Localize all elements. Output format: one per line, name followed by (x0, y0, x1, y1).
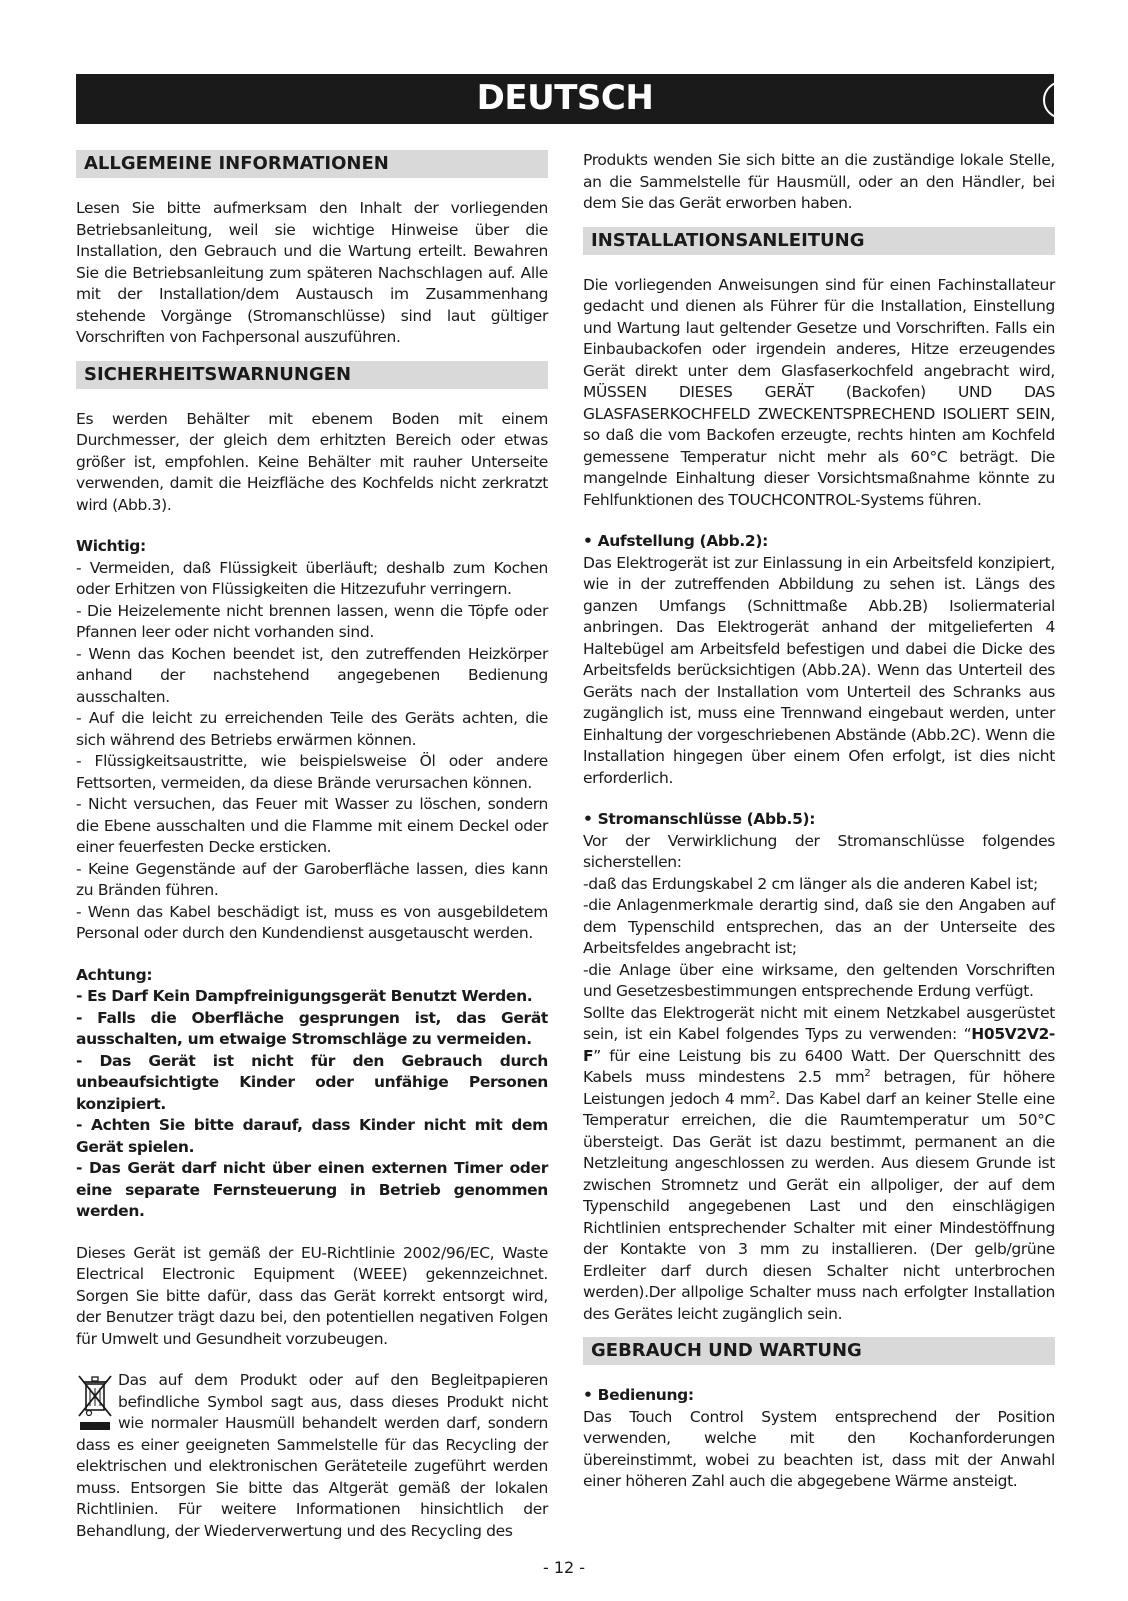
attention-item: - Das Gerät ist nicht für den Gebrauch durch unbeaufsichtigte Kinder oder unfähige Personen konzipiert. (76, 1051, 548, 1113)
weee-symbol-text: Das auf dem Produkt oder auf den Begleitpapieren befindliche Symbol sagt aus, dass dieses Produkt nicht wie normaler Hausmüll behandelt werden darf, sondern dass es einer geeigneten Sammelstelle für das Recycling der elektrischen und elektronischen Geräteteile zugeführt werden muss. Entsorgen Sie bitte das Altgerät gemäß der lokalen Richtlinien. Für weitere Informationen hinsichtlich der Behandlung, der Wiederverwertung und des Recycling des (76, 1371, 548, 1540)
superscript: 2 (864, 1067, 871, 1079)
power-list (583, 874, 1055, 1003)
language-badge: D (1043, 81, 1119, 119)
language-banner (76, 74, 1091, 124)
attention-item: - Falls die Oberfläche gesprungen ist, das Gerät ausschalten, um etwaige Stromschläge zu vermeiden. (76, 1008, 548, 1048)
important-item: - Wenn das Kochen beendet ist, den zutreffenden Heizkörper anhand der nachstehend angegebenen Bedienung ausschalten. (76, 644, 548, 706)
power-connections-label: • Stromanschlüsse (Abb.5): (583, 810, 816, 828)
installation-intro: Die vorliegenden Anweisungen sind für einen Fachinstallateur gedacht und dienen als Führer für die Installation, Einstellung und Wartung laut geltender Gesetze und Vorschriften. Falls ein Einbaubackofen oder irgendein anderes, Hitze erzeugendes Gerät direkt unter dem Glasfaserkochfeld angebracht wird, MÜSSEN DIESES GERÄT (Backofen) UND DAS GLASFASERKOCHFELD ZWECKENTSPRECHEND ISOLIERT SEIN, so daß die vom Backofen erzeugte, rechts hinten am Kochfeld gemessene Temperatur nicht mehr als 60°C beträgt. Die mangelnde Einhaltung dieser Vorsichtsmaßnahme könnte zu Fehlfunktionen des TOUCHCONTROL-Systems führen. (583, 275, 1055, 509)
power-item: -die Anlagenmerkmale derartig sind, daß sie den Angaben auf dem Typenschild entsprechen, das an der Unterseite des Arbeitsfeldes angebracht ist; (583, 896, 1055, 957)
superscript: 2 (769, 1089, 776, 1101)
important-item: - Auf die leicht zu erreichenden Teile des Geräts achten, die sich während des Betriebs erwärmen können. (76, 709, 548, 749)
important-item: - Die Heizelemente nicht brennen lassen, wenn die Töpfe oder Pfannen leer oder nicht vorhanden sind. (76, 601, 548, 641)
continuation-text: Produkts wenden Sie sich bitte an die zuständige lokale Stelle, an die Sammelstelle für Hausmüll, oder an den Händler, bei dem Sie das Gerät erworben haben. (583, 151, 1055, 212)
important-item: - Flüssigkeitsaustritte, wie beispielsweise Öl oder andere Fettsorten, vermeiden, da diese Brände verursachen können. (76, 752, 548, 792)
right-column (583, 150, 1055, 1493)
cable-text-part: betragen, für höhere Leistungen jedoch 4 mm (583, 1068, 1055, 1108)
power-item: -die Anlage über eine wirksame, den geltenden Vorschriften und Gesetzesbestimmungen entsprechende Erdung verfügt. (583, 960, 1055, 1000)
cable-text-part: . Das Kabel darf an keiner Stelle eine Temperatur erreichen, die die Raumtemperatur um 50°C übersteigt. Das Gerät ist dazu bestimmt, permanent an die Netzleitung angeschlossen zu werden. Aus diesem Grunde ist zwischen Stromnetz und Gerät ein allpoliger, der auf dem Typenschild angegebenen Last und den einschlägigen Richtlinien entsprechender Schalter mit einer Mindestöffnung der Kontakte von 3 mm zu installieren. (Der gelb/grüne Erdleiter darf durch diesen Schalter nicht unterbrochen werden).Der allpolige Schalter muss nach erfolgter Installation des Gerätes leicht zugänglich sein. (583, 1089, 1055, 1323)
cable-text-part: Sollte das Elektrogerät nicht mit einem Netzkabel ausgerüstet sein, ist ein Kabel folgendes Typs zu verwenden: (583, 1003, 1055, 1043)
important-item: - Vermeiden, daß Flüssigkeit überläuft; deshalb zum Kochen oder Erhitzen von Flüssigkeiten die Hitzezufuhr verringern. (76, 558, 548, 598)
general-info-text: Lesen Sie bitte aufmerksam den Inhalt der vorliegenden Betriebsanleitung, weil sie wichtige Hinweise über die Installation, den Gebrauch und die Wartung erteilt. Bewahren Sie die Betriebsanleitung zum späteren Nachschlagen auf. Alle mit der Installation/dem Austausch im Zusammenhang stehende Vorgänge (Stromanschlüsse) sind laut gültiger Vorschriften von Fachpersonal auszuführen. (76, 199, 548, 346)
section-heading-installation: INSTALLATIONSANLEITUNG (583, 227, 1055, 255)
important-label: Wichtig: (76, 537, 146, 555)
attention-item: - Das Gerät darf nicht über einen externen Timer oder eine separate Fernsteuerung in Betrieb genommen werden. (76, 1159, 548, 1220)
important-item: - Keine Gegenstände auf der Garoberfläche lassen, dies kann zu Bränden führen. (76, 859, 548, 899)
page-title: DEUTSCH (476, 78, 654, 118)
section-heading-usage: GEBRAUCH UND WARTUNG (583, 1337, 1055, 1365)
cable-type: H05V2V2-F (583, 1025, 1056, 1065)
section-heading-general: ALLGEMEINE INFORMATIONEN (76, 150, 548, 178)
power-item: -daß das Erdungskabel 2 cm länger als die anderen Kabel ist; (583, 874, 1038, 893)
power-intro: Vor der Verwirklichung der Stromanschlüsse folgendes sicherstellen: (583, 831, 1055, 871)
attention-item: - Es Darf Kein Dampfreinigungsgerät Benutzt Werden. (76, 987, 533, 1005)
operation-text: Das Touch Control System entsprechend der Position verwenden, welche mit den Kochanforderungen übereinstimmt, wobei zu beachten ist, dass mit der Anwahl einer höheren Zahl auch die abgegebene Wärme ansteigt. (583, 1407, 1055, 1490)
important-item: - Nicht versuchen, das Feuer mit Wasser zu löschen, sondern die Ebene ausschalten und die Flamme mit einem Deckel oder einer feuerfesten Decke ersticken. (76, 795, 548, 856)
attention-label: Achtung: (76, 965, 153, 984)
weee-directive-text: Dieses Gerät ist gemäß der EU-Richtlinie 2002/96/EC, Waste Electrical Electronic Equipment (WEEE) gekennzeichnet. Sorgen Sie bitte dafür, dass das Gerät korrekt entsorgt wird, der Benutzer trägt dazu bei, den potentiellen negativen Folgen für Umwelt und Gesundheit vorzubeugen. (76, 1243, 548, 1348)
cable-quote-open: “ (963, 1025, 972, 1043)
important-list (76, 558, 548, 945)
important-item: - Wenn das Kabel beschädigt ist, muss es von ausgebildetem Personal oder durch den Kundendienst ausgetauscht werden. (76, 902, 548, 942)
attention-list (76, 986, 548, 1223)
attention-item: - Achten Sie bitte darauf, dass Kinder nicht mit dem Gerät spielen. (76, 1116, 548, 1156)
placement-label: • Aufstellung (Abb.2): (583, 532, 768, 550)
weee-symbol-block (76, 1370, 548, 1542)
safety-intro-text: Es werden Behälter mit ebenem Boden mit einem Durchmesser, der gleich dem erhitzten Bereich oder etwas größer ist, empfohlen. Keine Behälter mit rauher Unterseite verwenden, damit die Heizfläche des Kochfelds nicht zerkratzt wird (Abb.3). (76, 409, 548, 514)
placement-text: Das Elektrogerät ist zur Einlassung in ein Arbeitsfeld konzipiert, wie in der zutreffenden Abbildung zu sehen ist. Längs des ganzen Umfangs (Schnittmaße Abb.2B) Isoliermaterial anbringen. Das Elektrogerät anhand der mitgelieferten 4 Haltebügel am Arbeitsfeld befestigen und dabei die Dicke des Arbeitsfelds berücksichtigen (Abb.2A). Wenn das Unterteil des Geräts nach der Installation vom Unterteil des Schranks aus zugänglich ist, muss eine Trennwand eingebaut werden, unter Einhaltung der vorgeschriebenen Abstände (Abb.2C). Wenn die Installation hingegen über einem Ofen erfolgt, ist dies nicht erforderlich. (583, 553, 1055, 787)
page-number: - 12 - (542, 1558, 586, 1577)
crossed-bin-icon (76, 1372, 114, 1434)
left-column (76, 150, 548, 1542)
section-heading-safety: SICHERHEITSWARNUNGEN (76, 361, 548, 389)
operation-label: • Bedienung: (583, 1386, 694, 1404)
cable-spec-text (583, 1003, 1055, 1326)
cable-text-part: ” für eine Leistung bis zu 6400 Watt. Der Querschnitt des Kabels muss mindestens 2.5 mm (583, 1046, 1055, 1086)
